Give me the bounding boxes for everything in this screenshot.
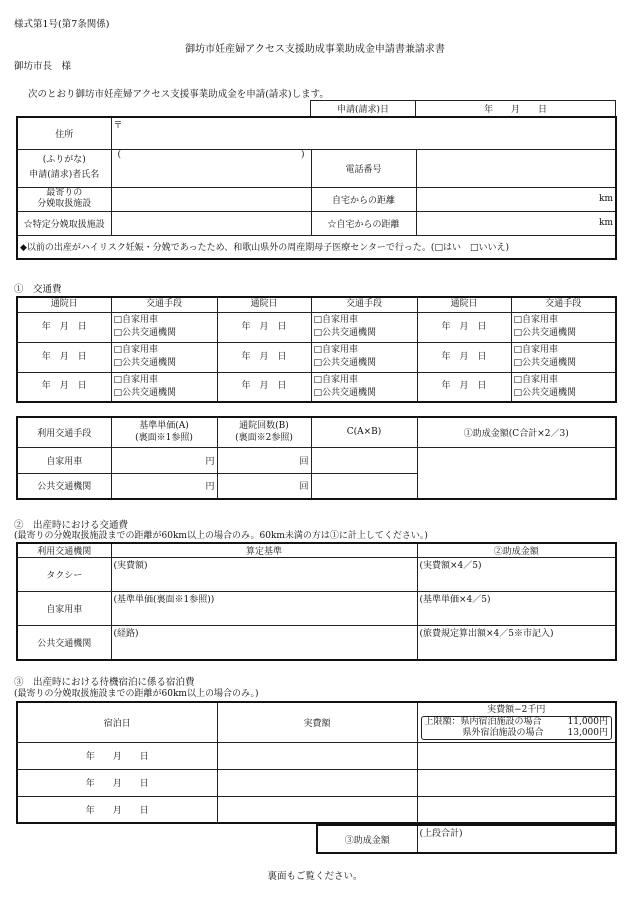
option-car[interactable]: □自家用車 [313,315,359,325]
visits-header [217,417,311,447]
facility-label-2: 分娩取扱施設 [37,199,92,209]
option-public[interactable]: □公共交通機関 [113,387,177,398]
unit-price-car[interactable]: 円 [111,447,217,473]
transport-options [311,342,417,372]
subsidy1-header: ①助成金額(C合計×2／3) [417,417,616,447]
s3-actual-header: 実費額 [217,702,417,742]
application-date-field[interactable]: 年 月 日 [416,101,616,117]
visit-date-header: 通院日 [17,297,111,312]
unit-price-note: (裏面※1参照) [135,433,193,444]
option-public[interactable]: □公共交通機関 [513,358,577,368]
option-public[interactable]: □公共交通機関 [513,387,577,398]
option-car[interactable]: □自家用車 [113,345,159,355]
option-public[interactable]: □公共交通機関 [113,328,177,338]
calc-mode-header: 利用交通手段 [17,417,111,447]
s3-limit-in-value: 11,000円 [567,717,608,728]
s3-date-header: 宿泊日 [17,702,217,742]
visit-date-field[interactable]: 年 月 日 [417,342,511,372]
option-car[interactable]: □自家用車 [113,315,159,325]
option-car[interactable]: □自家用車 [513,345,559,355]
application-date-table [310,100,616,117]
name-label-cell [17,149,111,187]
option-public[interactable]: □公共交通機関 [313,358,377,368]
subsidy1-field[interactable] [417,447,616,499]
visit-date-field[interactable]: 年 月 日 [17,372,111,402]
s3-date-field[interactable]: 年 月 日 [17,769,217,796]
section1-heading: ① 交通費 [14,284,62,295]
facility-field[interactable] [111,187,311,211]
unit-price-label: 基準単価(A) [139,421,189,432]
s2-basis-car[interactable]: (基準単価(裏面※1参照)) [111,592,417,626]
s3-limit-out-value: 13,000円 [567,728,608,739]
special-facility-field[interactable] [111,211,311,235]
name-field[interactable] [111,149,311,187]
s2-basis-taxi[interactable]: (実費額) [111,558,417,592]
s3-subsidy-table [316,824,617,854]
s3-calc-field[interactable] [417,769,616,796]
s3-total-field[interactable]: (上段合計) [417,825,616,853]
high-risk-note[interactable]: ◆以前の出産がハイリスク妊娠・分娩であったため、和歌山県外の周産期母子医療センターで行った。(□はい □いいえ) [17,235,616,259]
address-field[interactable] [111,117,616,149]
transport-options [111,312,217,342]
visit-date-field[interactable]: 年 月 日 [17,342,111,372]
s3-subsidy-label: ③助成金額 [317,825,417,853]
s2-mode-car: 自家用車 [17,592,111,626]
postal-mark: 〒 [113,121,123,131]
option-car[interactable]: □自家用車 [513,315,559,325]
special-distance-field[interactable] [416,211,616,235]
s2-mode-public: 公共交通機関 [17,626,111,660]
option-public[interactable]: □公共交通機関 [313,328,377,338]
section2-table [16,542,617,661]
facility-label-1: 最寄りの [46,188,83,198]
form-number: 様式第1号(第7条関係) [14,19,110,30]
transport-options [311,312,417,342]
transport-options [511,342,616,372]
transport-options [311,372,417,402]
visit-date-header: 通院日 [417,297,511,312]
visit-date-field[interactable]: 年 月 日 [417,372,511,402]
s3-actual-field[interactable] [217,742,417,769]
option-car[interactable]: □自家用車 [513,374,559,385]
calc-mode-car: 自家用車 [17,447,111,473]
footer-note: 裏面もご覧ください。 [267,871,363,882]
distance-unit: km [599,194,614,204]
visits-note: (裏面※2参照) [235,433,293,444]
visit-date-field[interactable]: 年 月 日 [17,312,111,342]
s3-actual-field[interactable] [217,769,417,796]
calc-mode-public: 公共交通機関 [17,473,111,499]
s3-calc-header [417,702,616,742]
special-distance-unit: km [599,218,614,228]
option-public[interactable]: □公共交通機関 [513,328,577,338]
s2-mode-taxi: タクシー [17,558,111,592]
phone-label: 電話番号 [311,149,416,187]
option-public[interactable]: □公共交通機関 [113,358,177,368]
furigana-paren-close: ) [300,149,305,160]
furigana-label: (ふりがな) [42,155,86,165]
section1-calc-table [16,416,617,500]
name-label: 申請(請求)者氏名 [29,170,100,180]
s2-mode-header: 利用交通機関 [17,543,111,558]
transport-options [111,342,217,372]
transport-options [511,372,616,402]
application-date-label: 申請(請求)日 [311,101,416,117]
s2-subsidy-taxi[interactable]: (実費額×4／5) [417,558,616,592]
s3-date-field[interactable]: 年 月 日 [17,796,217,823]
section3-heading: ③ 出産時における待機宿泊に係る宿泊費 [14,677,195,688]
product-car[interactable] [311,447,417,473]
distance-label: 自宅からの距離 [311,187,416,211]
s3-date-field[interactable]: 年 月 日 [17,742,217,769]
option-car[interactable]: □自家用車 [313,345,359,355]
s2-subsidy-header: ②助成金額 [417,543,616,558]
unit-price-public[interactable]: 円 [111,473,217,499]
unit-price-header [111,417,217,447]
visit-date-field[interactable]: 年 月 日 [217,342,311,372]
s3-limit-out-label: 県外宿泊施設の場合 [462,728,544,739]
visits-public[interactable]: 回 [217,473,311,499]
transport-header: 交通手段 [511,297,616,312]
s3-actual-field[interactable] [217,796,417,823]
visit-table [16,296,617,403]
transport-options [511,312,616,342]
section3-table [16,701,617,824]
section3-note: (最寄りの分娩取扱施設までの距離が60km以上の場合のみ。) [14,689,259,699]
option-public[interactable]: □公共交通機関 [313,387,377,398]
s2-subsidy-public[interactable]: (旅費規定算出額×4／5※市記入) [417,626,616,660]
distance-field[interactable] [416,187,616,211]
applicant-table [16,116,617,260]
special-distance-label: ☆自宅からの距離 [311,211,416,235]
addressee: 御坊市長 様 [14,61,72,72]
product-header: C(A×B) [311,417,417,447]
visit-date-field[interactable]: 年 月 日 [417,312,511,342]
transport-header: 交通手段 [311,297,417,312]
address-label: 住所 [17,117,111,149]
option-car[interactable]: □自家用車 [113,374,159,385]
visits-car[interactable]: 回 [217,447,311,473]
phone-field[interactable] [416,149,616,187]
special-facility-label: ☆特定分娩取扱施設 [17,211,111,235]
product-public[interactable] [311,473,417,499]
section2-note: (最寄りの分娩取扱施設までの距離が60km以上の場合のみ。60km未満の方は①に計上してください。) [14,531,428,541]
furigana-paren-open: ( [117,149,122,160]
facility-label-cell [17,187,111,211]
section2-heading: ② 出産時における交通費 [14,520,129,531]
s2-subsidy-car[interactable]: (基準単価×4／5) [417,592,616,626]
s3-calc-field[interactable] [417,742,616,769]
page-title: 御坊市妊産婦アクセス支援助成事業助成金申請書兼請求書 [185,44,445,55]
s2-basis-header: 算定基準 [111,543,417,558]
intro-text: 次のとおり御坊市妊産婦アクセス支援事業助成金を申請(請求)します。 [28,89,329,100]
s2-basis-public[interactable]: (経路) [111,626,417,660]
s3-calc-title: 実費額−2千円 [487,705,546,716]
visits-label: 通院回数(B) [239,421,289,432]
visit-date-field[interactable]: 年 月 日 [217,372,311,402]
transport-header: 交通手段 [111,297,217,312]
visit-date-header: 通院日 [217,297,311,312]
option-car[interactable]: □自家用車 [313,374,359,385]
s3-calc-field[interactable] [417,796,616,823]
visit-date-field[interactable]: 年 月 日 [217,312,311,342]
transport-options [111,372,217,402]
s3-limit-in-label: 上限額：県内宿泊施設の場合 [424,717,542,728]
